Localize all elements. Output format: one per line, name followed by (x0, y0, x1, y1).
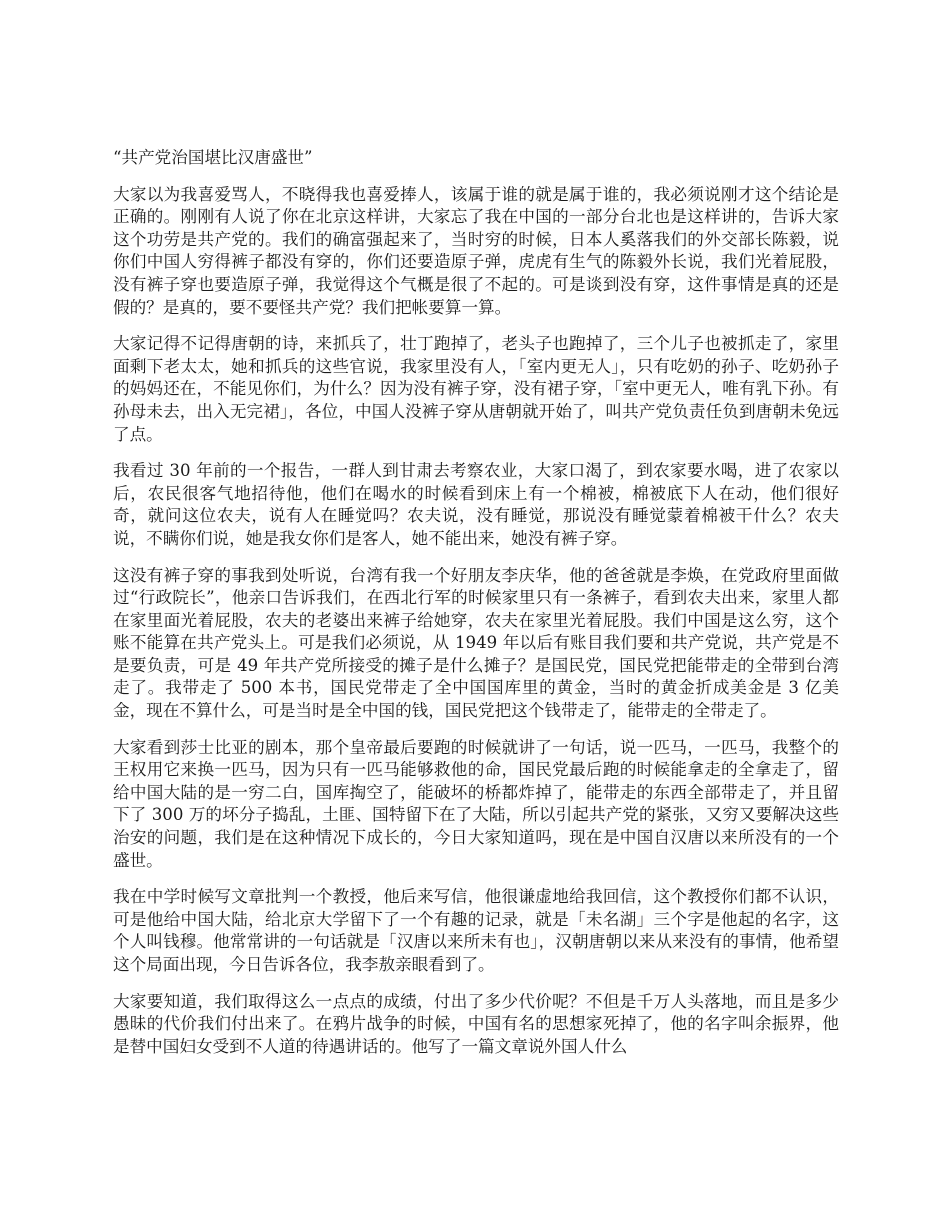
paragraph: 我看过 30 年前的一个报告，一群人到甘肃去考察农业，大家口渴了，到农家要水喝，进了农家以后，农民很客气地招待他，他们在喝水的时候看到床上有一个棉被，棉被底下人在动，他们很好奇，就问这位农夫，说有人在睡觉吗？农夫说，没有睡觉，那说没有睡觉蒙着棉被干什么？农夫说，不瞒你们说，她是我女你们是客人，她不能出来，她没有裤子穿。 (113, 461, 839, 548)
paragraph: 这没有裤子穿的事我到处听说，台湾有我一个好朋友李庆华，他的爸爸就是李焕，在党政府里面做过“行政院长”，他亲口告诉我们，在西北行军的时候家里只有一条裤子，看到农夫出来，家里人都在家里面光着屁股，农夫的老婆出来裤子给她穿，农夫在家里光着屁股。我们中国是这么穷，这个账不能算在共产党头上。可是我们必须说，从 1949 年以后有账目我们要和共产党说，共产党是不是要负责，可是 49 年共产党所接受的摊子是什么摊子？是国民党，国民党把能带走的全带到台湾走了。我带走了 500 本书，国民党带走了全中国国库里的黄金，当时的黄金折成美金是 3 亿美金，现在不算什么，可是当时是全中国的钱，国民党把这个钱带走了，能带走的全带走了。 (113, 565, 839, 721)
document-title: “共产党治国堪比汉唐盛世” (113, 148, 313, 167)
paragraph: 我在中学时候写文章批判一个教授，他后来写信，他很谦虚地给我回信，这个教授你们都不认识，可是他给中国大陆，给北京大学留下了一个有趣的记录，就是「未名湖」三个字是他起的名字，这个人叫钱穆。他常常讲的一句话就是「汉唐以来所未有也」，汉朝唐朝以来从来没有的事情，他希望这个局面出现，今日告诉各位，我李敖亲眼看到了。 (113, 887, 839, 974)
document-page (113, 147, 839, 1072)
paragraph: 大家记得不记得唐朝的诗，来抓兵了，壮丁跑掉了，老头子也跑掉了，三个儿子也被抓走了，家里面剩下老太太，她和抓兵的这些官说，我家里没有人，「室内更无人」，只有吃奶的孙子、吃奶孙子的妈妈还在，不能见你们，为什么？因为没有裤子穿，没有裙子穿，「室中更无人，唯有乳下孙。有孙母未去，出入无完裙」，各位，中国人没裤子穿从唐朝就开始了，叫共产党负责任负到唐朝未免远了点。 (113, 334, 839, 444)
paragraph: 大家看到莎士比亚的剧本，那个皇帝最后要跑的时候就讲了一句话，说一匹马，一匹马，我整个的王权用它来换一匹马，因为只有一匹马能够救他的命，国民党最后跑的时候能拿走的全拿走了，留给中国大陆的是一穷二白，国库掏空了，能破坏的桥都炸掉了，能带走的东西全部带走了，并且留下了 300 万的坏分子捣乱，土匪、国特留下在了大陆，所以引起共产党的紧张，又穷又要解决这些治安的问题，我们是在这种情况下成长的，今日大家知道吗，现在是中国自汉唐以来所没有的一个盛世。 (113, 737, 839, 870)
paragraph: 大家要知道，我们取得这么一点点的成绩，付出了多少代价呢？不但是千万人头落地，而且是多少愚昧的代价我们付出来了。在鸦片战争的时候，中国有名的思想家死掉了，他的名字叫余振界，他是替中国妇女受到不人道的待遇讲话的。他写了一篇文章说外国人什么 (113, 991, 839, 1056)
paragraph: 大家以为我喜爱骂人，不晓得我也喜爱捧人，该属于谁的就是属于谁的，我必须说刚才这个结论是正确的。刚刚有人说了你在北京这样讲，大家忘了我在中国的一部分台北也是这样讲的，告诉大家这个功劳是共产党的。我们的确富强起来了，当时穷的时候，日本人奚落我们的外交部长陈毅，说你们中国人穷得裤子都没有穿的，你们还要造原子弹，虎虎有生气的陈毅外长说，我们光着屁股，没有裤子穿也要造原子弹，我觉得这个气概是很了不起的。可是谈到没有穿，这件事情是真的还是假的？是真的，要不要怪共产党？我们把帐要算一算。 (113, 184, 839, 317)
